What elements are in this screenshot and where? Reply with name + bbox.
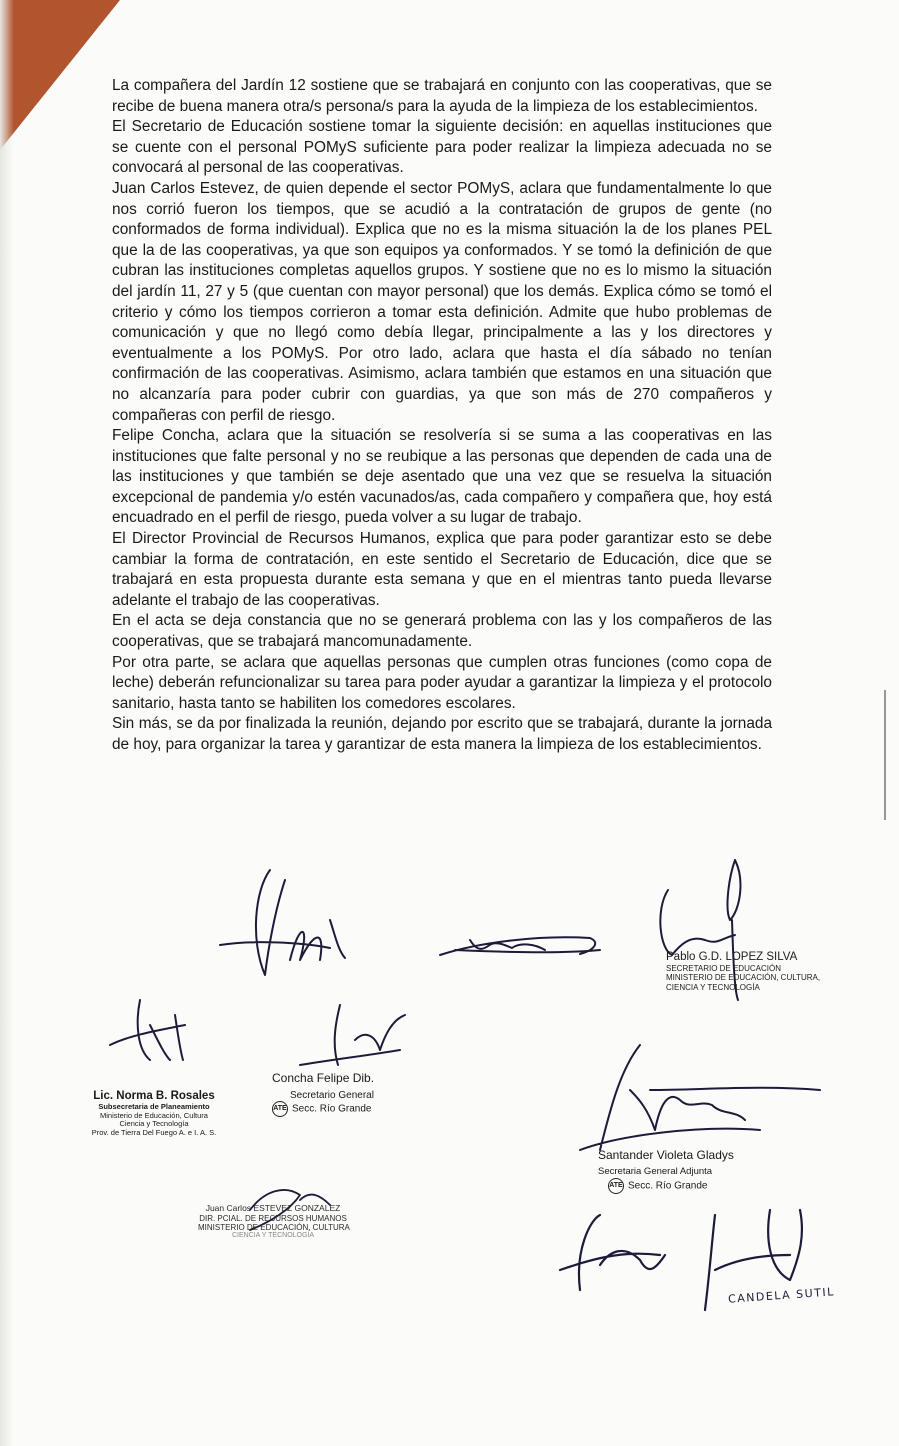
- ate-logo-icon: ATE: [608, 1178, 624, 1194]
- stamp-santander-section-line: [598, 1178, 734, 1194]
- stamp-lopez-silva-org2: CIENCIA Y TECNOLOGÍA: [666, 982, 760, 992]
- signature-6-drawing: [580, 1045, 820, 1150]
- stamp-rosales-title: Subsecretaria de Planeamiento: [98, 1102, 210, 1112]
- stamp-rosales-org3: Prov. de Tierra Del Fuego A. e I. A. S.: [91, 1128, 217, 1138]
- paragraph-2: El Secretario de Educación sostiene tomar la siguiente decisión: en aquellas instituciones que se cuente con el personal POMyS suficiente para poder realizar la limpieza adecuada no se convocará al personal de las cooperativas.: [112, 118, 772, 177]
- sutil-name: CANDELA SUTIL: [727, 1285, 836, 1306]
- stamp-rosales: [74, 1090, 234, 1138]
- stamp-concha: [272, 1072, 374, 1117]
- stamp-concha-name: Concha Felipe Dib.: [272, 1071, 375, 1085]
- stamp-santander: [598, 1149, 734, 1194]
- stamp-lopez-silva-name: Pablo G.D. LOPEZ SILVA: [666, 951, 798, 963]
- paragraph-8: Sin más, se da por finalizada la reunión, dejando por escrito que se trabajará, durante la jornada de hoy, para organizar la tarea y garantizar de esta manera la limpieza de los establecimientos.: [112, 715, 772, 753]
- signature-8-drawing: [560, 1215, 665, 1290]
- paragraph-1: La compañera del Jardín 12 sostiene que se trabajará en conjunto con las cooperativas, que se recibe de buena manera otra/s persona/s para la ayuda de la limpieza de los establecimientos.: [112, 77, 772, 115]
- ate-logo-icon: ATE: [272, 1101, 288, 1117]
- stamp-rosales-name: Lic. Norma B. Rosales: [93, 1090, 215, 1102]
- signature-2-drawing: [440, 937, 600, 955]
- stamp-lopez-silva: [666, 951, 820, 992]
- stamp-estevez-org1: MINISTERIO DE EDUCACIÓN, CULTURA: [198, 1222, 350, 1232]
- stamp-santander-name: Santander Violeta Gladys: [598, 1148, 734, 1162]
- signature-1-drawing: [220, 870, 345, 975]
- signature-4-drawing: [110, 1000, 185, 1060]
- stamp-estevez: [198, 1204, 348, 1240]
- stamp-estevez-name: Juan Carlos ESTEVEZ GONZALEZ: [205, 1203, 341, 1213]
- margin-mark: [884, 690, 886, 820]
- document-body: [112, 76, 772, 756]
- stamp-rosales-org2: Ciencia y Tecnología: [119, 1119, 189, 1129]
- stamp-concha-title: Secretario General: [290, 1089, 374, 1101]
- signatures-section: [0, 850, 899, 1330]
- paragraph-6: En el acta se deja constancia que no se generará problema con las y los compañeros de las cooperativas, que se trabajará mancomunadamente.: [112, 612, 772, 651]
- stamp-estevez-org2: CIENCIA Y TECNOLOGÍA: [231, 1232, 315, 1240]
- stamp-santander-title: Secretaria General Adjunta: [598, 1165, 713, 1177]
- stamp-estevez-title: DIR. PCIAL. DE RECURSOS HUMANOS: [199, 1213, 347, 1223]
- signature-5-drawing: [300, 1005, 405, 1065]
- stamp-concha-section: Secc. Río Grande: [292, 1103, 372, 1115]
- paragraph-4: Felipe Concha, aclara que la situación se resolvería si se suma a las cooperativas en las instituciones que falte personal y no se reubique a las personas que dependen de cada una de las instituciones y que también se deje asentado que una vez que se resuelva la situación excepcional de pandemia y/o estén vacunados/as, cada compañero y compañera que, hoy está encuadrado en el perfil de riesgo, pueda volver a su lugar de trabajo.: [112, 427, 772, 527]
- stamp-santander-section: Secc. Río Grande: [628, 1180, 708, 1192]
- folded-corner: [0, 0, 120, 150]
- stamp-concha-section-line: [272, 1101, 374, 1117]
- stamp-rosales-org1: Ministerio de Educación, Cultura: [100, 1110, 208, 1120]
- paragraph-3: Juan Carlos Estevez, de quien depende el sector POMyS, aclara que fundamentalmente lo que nos corrió fueron los tiempos, que se acudió a la contratación de grupos de gente (no conformados de forma individual). Explica que no es la misma situación la de los planes PEL que la de las cooperativas, ya que son equipos ya conformados. Y se tomó la definición de que cubran las instituciones completas aquellos grupos. Y sostiene que no es lo mismo la situación del jardín 11, 27 y 5 (que cuentan con mayor personal) que los demás. Explica cómo se tomó el criterio y cómo los tiempos corrieron a tomar esta definición. Admite que hubo problemas de comunicación y que no llegó como debía llegar, principalmente a las y los directores y eventualmente a los POMyS. Por otro lado, aclara que hasta el día sábado no tenían confirmación de las cooperativas. Asimismo, aclara también que estamos en una situación que no alcanzaría para poder cubrir con guardias, ya que son más de 270 compañeros y compañeras con perfil de riesgo.: [112, 179, 772, 424]
- paragraph-7: Por otra parte, se aclara que aquellas personas que cumplen otras funciones (como copa de leche) deberán refuncionalizar su tarea para poder ayudar a garantizar la limpieza y el protocolo sanitario, hasta tanto se habiliten los comedores escolares.: [112, 653, 772, 712]
- paragraph-5: El Director Provincial de Recursos Humanos, explica que para poder garantizar esto se debe cambiar la forma de contratación, en este sentido el Secretario de Educación, dice que se trabajará en esta propuesta durante esta semana y que en el mientras tanto pueda llevarse adelante el trabajo de las cooperativas.: [112, 530, 772, 609]
- stamp-lopez-silva-title: SECRETARIO DE EDUCACIÓN: [666, 964, 781, 974]
- stamp-lopez-silva-org1: MINISTERIO DE EDUCACIÓN, CULTURA,: [666, 973, 821, 983]
